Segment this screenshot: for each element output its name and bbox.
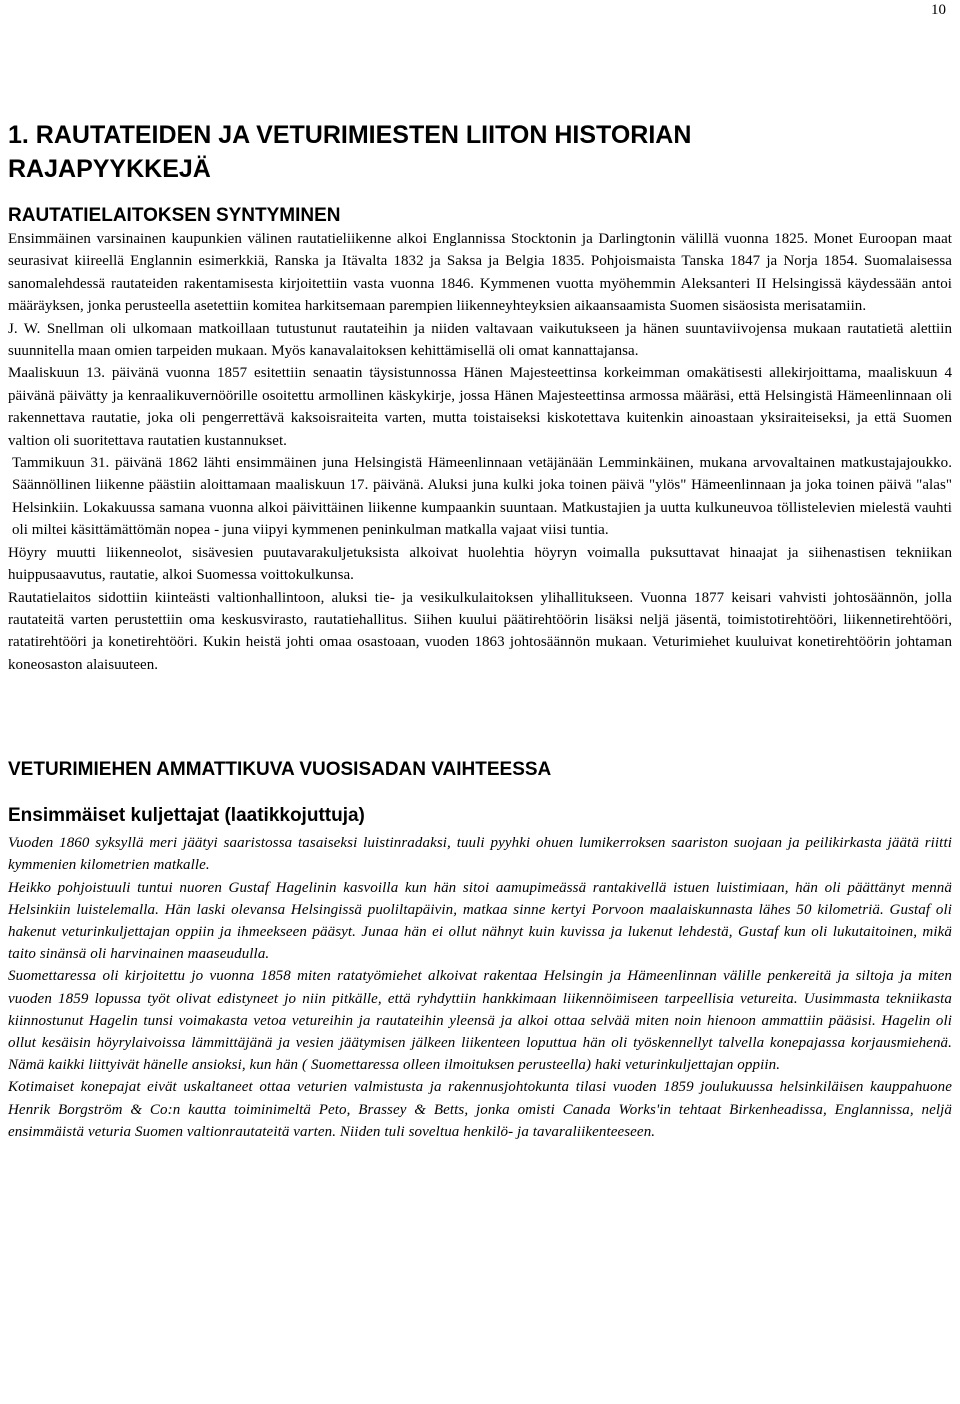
- paragraph-history-1: Ensimmäinen varsinainen kaupunkien välinen rautatieliikenne alkoi Englannissa Stocktonin ja Darlingtonin välillä vuonna 1825. Monet Euroopan maat seurasivat kiireellä Englannin esimerkkiä, Ranska ja Itävalta 1832 ja Saksa ja Belgia 1835. Pohjoismaista Tanska 1847 ja Norja 1854. Suomalaisessa sanomalehdessä rautateiden rakentamisesta kirjoitettiin vasta vuonna 1846. Kymmenen vuotta myöhemmin Aleksanteri II Helsingissä käydessään antoi määräyksen, jonka perusteella asetettiin komitea harkitsemaan parempien liikenneyhteyksien aikaansaamista Suomen sisäosista merisatamiin.: [8, 231, 952, 315]
- section-heading-rautatielaitos: RAUTATIELAITOKSEN SYNTYMINEN: [8, 205, 341, 226]
- chapter-title-line-2: RAJAPYYKKEJÄ: [8, 155, 211, 183]
- paragraph-story-4: Kotimaiset konepajat eivät uskaltaneet ottaa veturien valmistusta ja rakennusjohtokunta tilasi vuoden 1859 joulukuussa helsinkiläisen kauppahuone Henrik Borgström & Co:n kautta toiminimeltä Peto, Brassey & Betts, jonka omisti Canada Works'in tehtaat Birkenheadissa, Englannissa, neljä ensimmäistä veturia Suomen valtionrautateitä varten. Niiden tuli soveltua henkilö- ja tavaraliikenteeseen.: [8, 1079, 952, 1140]
- section-heading-veturimies: VETURIMIEHEN AMMATTIKUVA VUOSISADAN VAIHTEESSA: [8, 759, 552, 781]
- chapter-title: [8, 118, 952, 186]
- paragraph-history-3: Maaliskuun 13. päivänä vuonna 1857 esitettiin senaatin täysistunnossa Hänen Majesteettinsa korkeimman omakätisesti allekirjoittama, maaliskuun 4 päivänä päivätty ja kenraalikuvernöörille osoitettu armollinen käskykirje, jossa Hänen Majesteettinsa armossa määräsi, että Helsingistä Hämeenlinnaan oli rakennettava rautatie, joka oli pengerrettävä kaksoisraiteita varten, mutta toistaiseksi kiskotettava kuitenkin ainoastaan yksiraiteiseksi, ja että Suomen valtion oli suoritettava rautatien kustannukset.: [8, 365, 952, 449]
- paragraph-history-5: Höyry muutti liikenneolot, sisävesien puutavarakuljetuksista alkoivat huolehtia höyryn voimalla puksuttavat hinaajat ja siihenastisen tekniikan huippusaavutus, rautatie, alkoi Suomessa voittokulkunsa.: [8, 544, 952, 584]
- paragraph-history-4: Tammikuun 31. päivänä 1862 lähti ensimmäinen juna Helsingistä Hämeenlinnaan vetäjänään Lemminkäinen, mukana arvovaltainen matkustajajoukko. Säännöllinen liikenne päästiin aloittamaan maaliskuun 17. päivänä. Aluksi juna kulki joka toinen päivä "ylös" Hämeenlinnaan ja joka toinen päivä "alas" Helsinkiin. Lokakuussa samana vuonna alkoi päivittäinen liikenne kumpaankin suuntaan. Matkustajien ja uutta kulkuneuvoa töllistelevien mielestä vauhti oli miltei käsittämättömän nopea - juna viipyi kymmenen peninkulman matkalla vajaat viisi tuntia.: [12, 455, 952, 539]
- page-number: 10: [931, 2, 946, 18]
- chapter-title-line-1: 1. RAUTATEIDEN JA VETURIMIESTEN LIITON HISTORIAN: [8, 121, 692, 149]
- paragraph-story-1: Vuoden 1860 syksyllä meri jäätyi saaristossa tasaiseksi luistinradaksi, tuuli pyyhki ohuen lumikerroksen saariston suojaan ja peilikirkasta jäätä riitti kymmenien kilometrien matkalle.: [8, 835, 952, 874]
- paragraph-history-2: J. W. Snellman oli ulkomaan matkoillaan tutustunut rautateihin ja niiden valtavaan vaikutukseen ja hänen suuntaviivojensa mukaan rautatietä alettiin suunnitella maan omien tarpeiden mukaan. Myös kanavalaitoksen kehittämisellä oli omat kannattajansa.: [8, 320, 952, 360]
- subsection-heading-kuljettajat: Ensimmäiset kuljettajat (laatikkojuttuja): [8, 805, 365, 827]
- document-body: [8, 118, 952, 1143]
- paragraph-history-6: Rautatielaitos sidottiin kiinteästi valtionhallintoon, aluksi tie- ja vesikulkulaitoksen ylihallitukseen. Vuonna 1877 keisari vahvisti johtosäännön, jolla rautateitä varten perustettiin oma keskusvirasto, rautatiehallitus. Siihen kuului päätirehtöörin lisäksi neljä jäsentä, toimistotirehtööri, liikennetirehtööri, ratatirehtööri ja konetirehtööri. Kukin heistä johti omaa osastoaan, vuoden 1863 johtosäännön mukaan. Veturimiehet kuuluivat konetirehtöörin johtaman koneosaston alaisuuteen.: [8, 589, 952, 673]
- paragraph-story-3: Suomettaressa oli kirjoitettu jo vuonna 1858 miten ratatyömiehet alkoivat rakentaa Helsingin ja Hämeenlinnan välille penkereitä ja siltoja ja miten vuoden 1859 lopussa työt olivat edistyneet jo niin pitkälle, että ryhdyttiin hankkimaan liikennöimiseen tarpeellisia vetureita. Uusimmasta tekniikasta kiinnostunut Hagelin tunsi voimakasta vetoa vetureihin ja rautateihin yleensä ja alkoi ottaa selvää miten noin hienoon ammattiin pääsisi. Hagelin oli ollut kesäisin höyrylaivoissa lämmittäjänä ja vesien jäätymisen jälkeen liikenteen loputtua hän oli työskennellyt talvella konepajassa korjausmiehenä. Nämä kaikki liittyivät hänelle ansioksi, kun hän ( Suomettaressa olleen ilmoituksen perusteella) haki veturinkuljettajan oppiin.: [8, 968, 952, 1074]
- paragraph-story-2: Heikko pohjoistuuli tuntui nuoren Gustaf Hagelinin kasvoilla kun hän sitoi aamupimeässä rantakivellä istuen luistimiaan, hän oli päättänyt mennä Helsinkiin luistelemalla. Hän laski olevansa Helsingissä puoliltapäivin, matkaa sinne kertyi Porvoon maalaiskunnasta lähes 50 kilometriä. Gustaf oli hakenut veturinkuljettajan oppiin ja ihmeekseen pääsyt. Junaa hän ei ollut nähnyt kuin kuvissa ja lukenut lehdestä, Gustaf kun oli lukutaitoinen, mikä taito sinänsä oli harvinainen maaseudulla.: [8, 879, 952, 963]
